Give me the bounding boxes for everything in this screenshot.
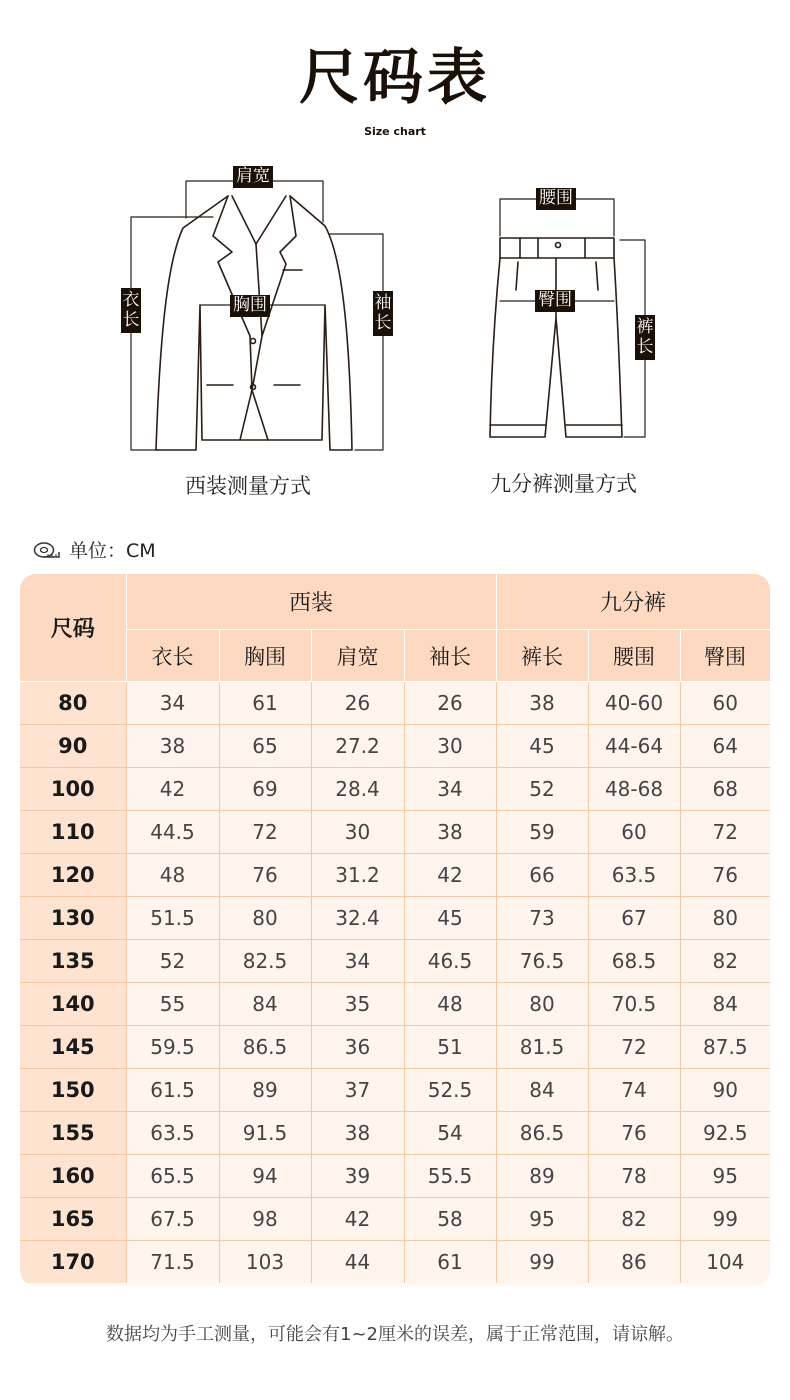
measurement-cell: 104 (680, 1241, 770, 1284)
table-row (20, 725, 770, 768)
measurement-cell: 90 (680, 1069, 770, 1112)
measurement-cell: 98 (219, 1198, 311, 1241)
size-cell: 100 (20, 768, 126, 811)
pants-illustration (490, 238, 622, 437)
size-cell: 80 (20, 682, 126, 725)
table-row (20, 1198, 770, 1241)
measurement-cell: 27.2 (311, 725, 404, 768)
measurement-cell: 72 (680, 811, 770, 854)
measurement-cell: 36 (311, 1026, 404, 1069)
measurement-cell: 60 (588, 811, 680, 854)
measurement-cell: 94 (219, 1155, 311, 1198)
measurement-cell: 30 (404, 725, 496, 768)
measurement-cell: 84 (496, 1069, 588, 1112)
label-sleeve-length: 袖长 (373, 291, 393, 336)
measurement-cell: 66 (496, 854, 588, 897)
measurement-cell: 26 (311, 682, 404, 725)
table-row (20, 811, 770, 854)
measurement-cell: 68.5 (588, 940, 680, 983)
measurement-cell: 63.5 (126, 1112, 219, 1155)
measurement-cell: 84 (219, 983, 311, 1026)
measurement-cell: 38 (311, 1112, 404, 1155)
label-pant-length: 裤长 (635, 315, 655, 360)
measurement-cell: 61.5 (126, 1069, 219, 1112)
measurement-cell: 76.5 (496, 940, 588, 983)
measurement-cell: 78 (588, 1155, 680, 1198)
measurement-cell: 67.5 (126, 1198, 219, 1241)
measurement-cell: 73 (496, 897, 588, 940)
size-cell: 170 (20, 1241, 126, 1284)
measurement-cell: 61 (404, 1241, 496, 1284)
size-cell: 135 (20, 940, 126, 983)
measurement-diagram (0, 150, 790, 470)
measurement-cell: 45 (496, 725, 588, 768)
measurement-cell: 32.4 (311, 897, 404, 940)
measurement-cell: 64 (680, 725, 770, 768)
table-row (20, 768, 770, 811)
measurement-cell: 52 (496, 768, 588, 811)
measurement-cell: 91.5 (219, 1112, 311, 1155)
measurement-cell: 92.5 (680, 1112, 770, 1155)
measurement-cell: 38 (126, 725, 219, 768)
measurement-cell: 65.5 (126, 1155, 219, 1198)
measurement-cell: 89 (496, 1155, 588, 1198)
measurement-cell: 31.2 (311, 854, 404, 897)
measurement-cell: 95 (680, 1155, 770, 1198)
column-header: 裤长 (496, 630, 588, 682)
column-header: 肩宽 (311, 630, 404, 682)
measurement-cell: 34 (311, 940, 404, 983)
measurement-cell: 48 (126, 854, 219, 897)
size-cell: 130 (20, 897, 126, 940)
measurement-cell: 30 (311, 811, 404, 854)
measurement-cell: 34 (404, 768, 496, 811)
measurement-cell: 44-64 (588, 725, 680, 768)
measurement-cell: 71.5 (126, 1241, 219, 1284)
table-row (20, 1241, 770, 1284)
unit-row (33, 536, 156, 563)
table-row (20, 1026, 770, 1069)
measurement-cell: 26 (404, 682, 496, 725)
column-header: 衣长 (126, 630, 219, 682)
label-jacket-length: 衣长 (121, 288, 141, 333)
measurement-cell: 39 (311, 1155, 404, 1198)
column-header: 袖长 (404, 630, 496, 682)
page-subtitle: Size chart (364, 125, 426, 138)
column-header: 腰围 (588, 630, 680, 682)
measurement-cell: 59 (496, 811, 588, 854)
measurement-cell: 44.5 (126, 811, 219, 854)
measurement-cell: 86 (588, 1241, 680, 1284)
measurement-cell: 52 (126, 940, 219, 983)
table-row (20, 897, 770, 940)
pants-caption: 九分裤测量方式 (490, 472, 637, 496)
measurement-cell: 40-60 (588, 682, 680, 725)
measurement-cell: 74 (588, 1069, 680, 1112)
table-row (20, 983, 770, 1026)
measurement-cell: 44 (311, 1241, 404, 1284)
measurement-cell: 48-68 (588, 768, 680, 811)
size-table (20, 574, 770, 1283)
measurement-cell: 60 (680, 682, 770, 725)
measurement-cell: 45 (404, 897, 496, 940)
measurement-cell: 82.5 (219, 940, 311, 983)
size-cell: 155 (20, 1112, 126, 1155)
tape-measure-icon (33, 541, 61, 559)
measurement-cell: 65 (219, 725, 311, 768)
measurement-cell: 51 (404, 1026, 496, 1069)
table-row (20, 1155, 770, 1198)
jacket-caption: 西装测量方式 (185, 474, 311, 498)
label-shoulder-width: 肩宽 (233, 166, 273, 188)
label-hip: 臀围 (535, 290, 575, 312)
measurement-cell: 58 (404, 1198, 496, 1241)
measurement-cell: 86.5 (496, 1112, 588, 1155)
size-cell: 160 (20, 1155, 126, 1198)
column-header: 胸围 (219, 630, 311, 682)
measurement-cell: 51.5 (126, 897, 219, 940)
measurement-cell: 80 (496, 983, 588, 1026)
size-cell: 150 (20, 1069, 126, 1112)
measurement-cell: 72 (588, 1026, 680, 1069)
measurement-cell: 95 (496, 1198, 588, 1241)
size-column-header: 尺码 (20, 574, 126, 682)
measurement-cell: 38 (404, 811, 496, 854)
size-cell: 165 (20, 1198, 126, 1241)
measurement-cell: 76 (588, 1112, 680, 1155)
measurement-cell: 42 (311, 1198, 404, 1241)
measurement-cell: 52.5 (404, 1069, 496, 1112)
size-cell: 145 (20, 1026, 126, 1069)
measurement-cell: 72 (219, 811, 311, 854)
measurement-cell: 89 (219, 1069, 311, 1112)
unit-label: 单位：CM (69, 540, 156, 562)
table-row (20, 854, 770, 897)
jacket-illustration (156, 196, 352, 450)
table-row (20, 682, 770, 725)
measurement-cell: 70.5 (588, 983, 680, 1026)
table-row (20, 940, 770, 983)
measurement-cell: 67 (588, 897, 680, 940)
measurement-cell: 48 (404, 983, 496, 1026)
measurement-cell: 69 (219, 768, 311, 811)
table-row (20, 1069, 770, 1112)
group-header-pants: 九分裤 (496, 574, 770, 630)
measurement-cell: 82 (680, 940, 770, 983)
measurement-cell: 99 (680, 1198, 770, 1241)
measurement-cell: 61 (219, 682, 311, 725)
measurement-cell: 86.5 (219, 1026, 311, 1069)
measurement-cell: 68 (680, 768, 770, 811)
measurement-cell: 76 (680, 854, 770, 897)
pants-guides (500, 199, 645, 437)
measurement-cell: 99 (496, 1241, 588, 1284)
label-chest: 胸围 (230, 295, 270, 317)
measurement-cell: 38 (496, 682, 588, 725)
size-table-container (20, 574, 770, 1286)
page-title: 尺码表 (299, 43, 491, 113)
size-cell: 110 (20, 811, 126, 854)
measurement-cell: 103 (219, 1241, 311, 1284)
measurement-cell: 82 (588, 1198, 680, 1241)
size-cell: 120 (20, 854, 126, 897)
measurement-cell: 63.5 (588, 854, 680, 897)
measurement-cell: 54 (404, 1112, 496, 1155)
measurement-cell: 55.5 (404, 1155, 496, 1198)
footer-note: 数据均为手工测量，可能会有1~2厘米的误差，属于正常范围，请谅解。 (106, 1324, 684, 1345)
label-waist: 腰围 (536, 188, 576, 210)
measurement-cell: 35 (311, 983, 404, 1026)
size-cell: 140 (20, 983, 126, 1026)
table-row (20, 1112, 770, 1155)
measurement-cell: 80 (680, 897, 770, 940)
measurement-cell: 87.5 (680, 1026, 770, 1069)
measurement-cell: 42 (126, 768, 219, 811)
group-header-suit: 西装 (126, 574, 496, 630)
size-cell: 90 (20, 725, 126, 768)
measurement-cell: 46.5 (404, 940, 496, 983)
measurement-cell: 59.5 (126, 1026, 219, 1069)
measurement-cell: 34 (126, 682, 219, 725)
measurement-cell: 80 (219, 897, 311, 940)
measurement-cell: 55 (126, 983, 219, 1026)
measurement-cell: 42 (404, 854, 496, 897)
measurement-cell: 76 (219, 854, 311, 897)
measurement-cell: 37 (311, 1069, 404, 1112)
measurement-cell: 28.4 (311, 768, 404, 811)
measurement-cell: 84 (680, 983, 770, 1026)
column-header: 臀围 (680, 630, 770, 682)
measurement-cell: 81.5 (496, 1026, 588, 1069)
